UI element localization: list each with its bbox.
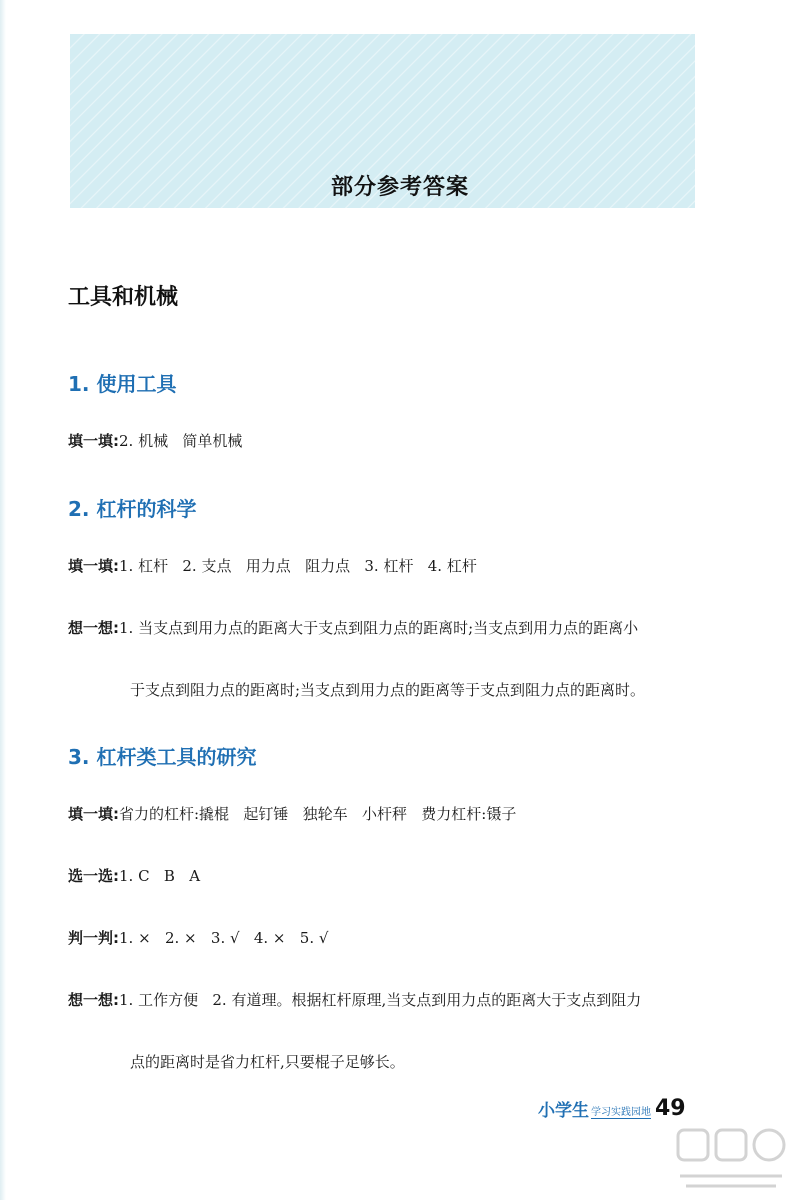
row-text: 1. 当支点到用力点的距离大于支点到阻力点的距离时;当支点到用力点的距离小	[119, 619, 639, 637]
footer-brand: 小学生	[538, 1101, 589, 1121]
watermark-logo	[672, 1124, 790, 1194]
answer-row	[68, 989, 641, 1010]
row-text: 1. × 2. × 3. √ 4. × 5. √	[119, 929, 329, 947]
lesson-title-3: 3. 杠杆类工具的研究	[68, 745, 257, 769]
row-label: 选一选:	[68, 867, 119, 885]
row-label: 想一想:	[68, 991, 119, 1009]
answer-row	[68, 555, 477, 576]
row-label: 填一填:	[68, 557, 119, 575]
answer-row-continuation: 于支点到阻力点的距离时;当支点到用力点的距离等于支点到阻力点的距离时。	[130, 681, 646, 699]
unit-title: 工具和机械	[68, 285, 179, 310]
row-label: 判一判:	[68, 929, 119, 947]
lesson-title-1: 1. 使用工具	[68, 372, 177, 396]
page-footer	[538, 1096, 686, 1121]
row-text: 1. 杠杆 2. 支点 用力点 阻力点 3. 杠杆 4. 杠杆	[119, 557, 477, 575]
row-text: 2. 机械 简单机械	[119, 432, 243, 450]
row-text: 1. 工作方便 2. 有道理。根据杠杆原理,当支点到用力点的距离大于支点到阻力	[119, 991, 642, 1009]
lesson-title-2: 2. 杠杆的科学	[68, 497, 197, 521]
page-number: 49	[655, 1096, 686, 1121]
row-text: 1. C B A	[119, 867, 201, 885]
banner-title: 部分参考答案	[330, 175, 469, 200]
answer-row	[68, 865, 200, 886]
answer-row	[68, 803, 516, 824]
answer-row	[68, 927, 328, 948]
row-label: 填一填:	[68, 432, 119, 450]
footer-subtitle: 学习实践园地	[591, 1103, 651, 1119]
answer-row	[68, 430, 242, 451]
answer-row-continuation: 点的距离时是省力杠杆,只要棍子足够长。	[130, 1053, 405, 1071]
row-text: 省力的杠杆:撬棍 起钉锤 独轮车 小杆秤 费力杠杆:镊子	[119, 805, 517, 823]
row-label: 想一想:	[68, 619, 119, 637]
row-label: 填一填:	[68, 805, 119, 823]
answer-row	[68, 617, 638, 638]
